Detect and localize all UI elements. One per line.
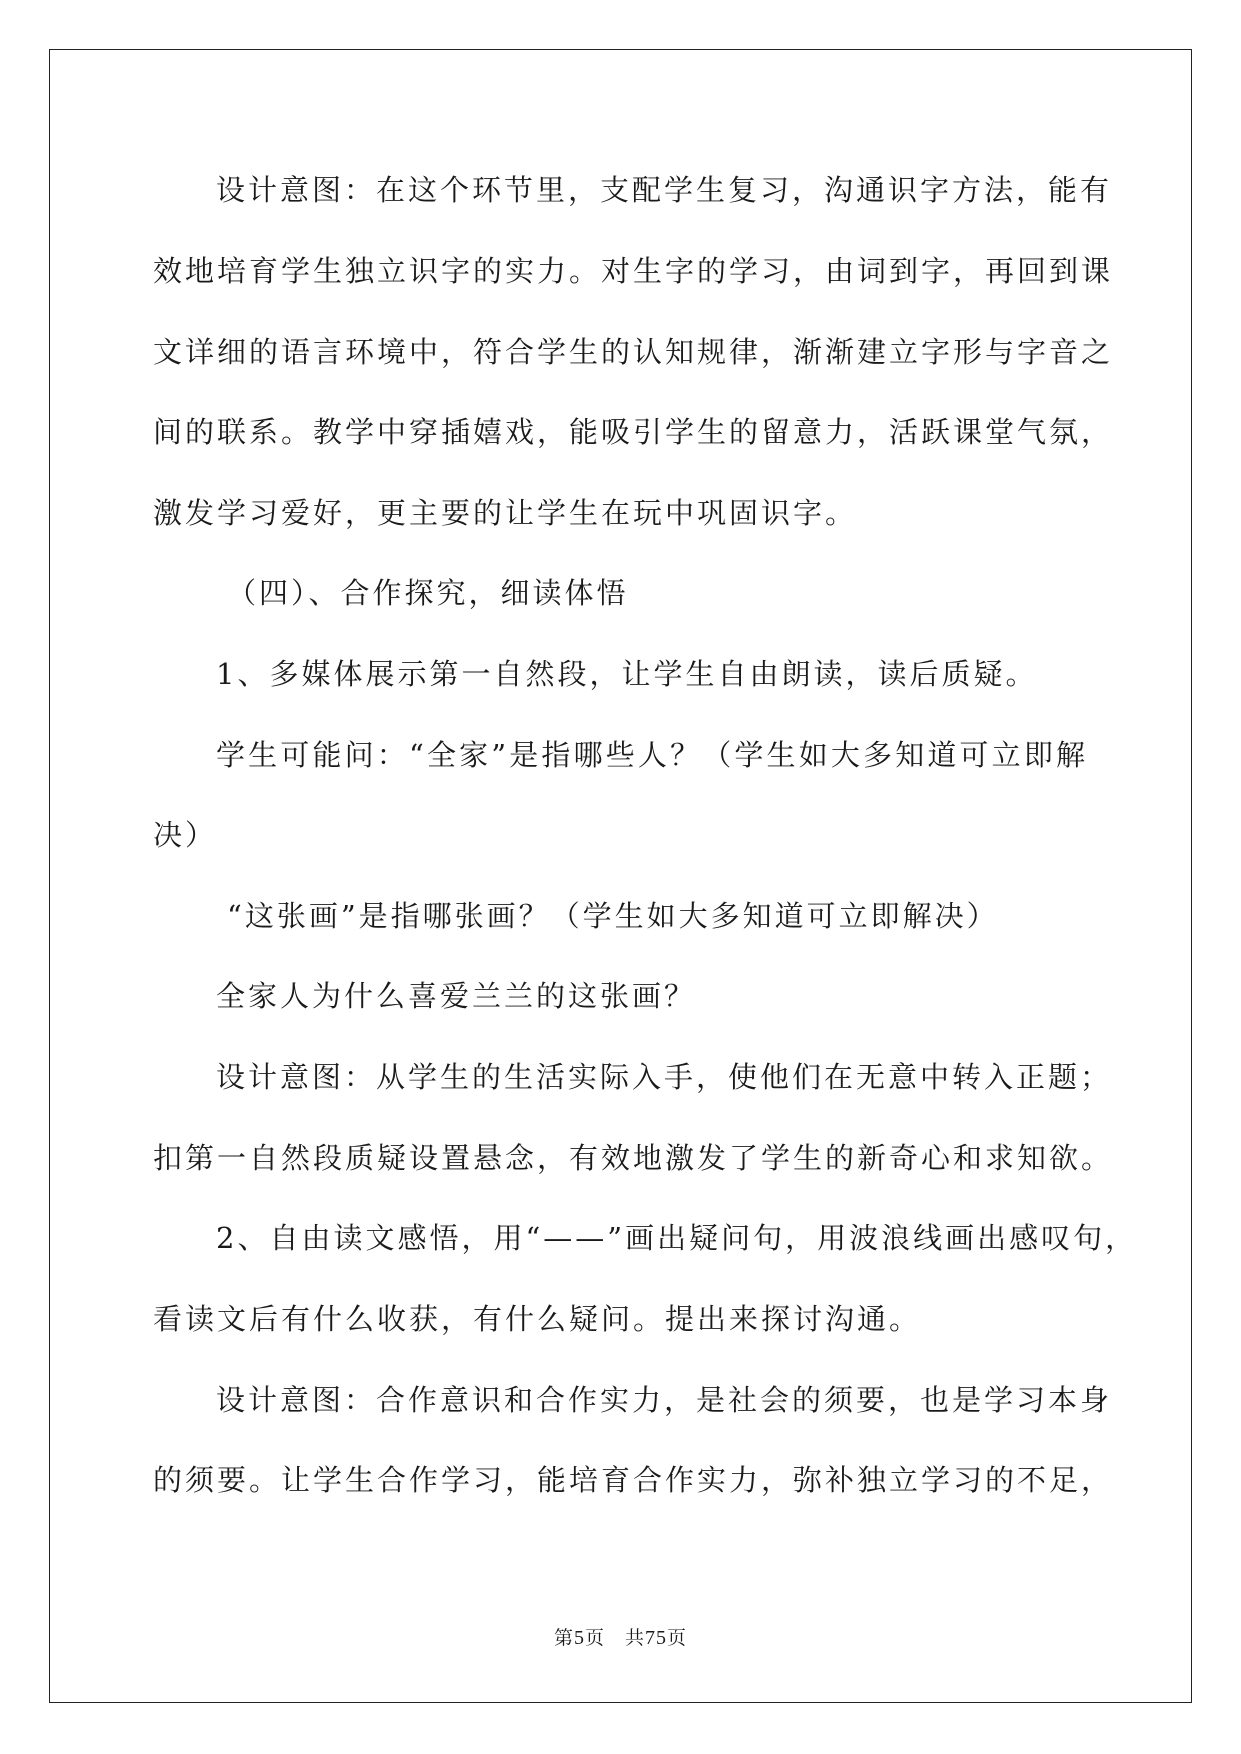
paragraph-line: 设计意图：从学生的生活实际入手，使他们在无意中转入正题； bbox=[216, 1060, 1113, 1094]
paragraph-line: 2、自由读文感悟，用“——”画出疑问句，用波浪线画出感叹句， bbox=[216, 1221, 1138, 1255]
footer-suffix: 页 bbox=[667, 1627, 688, 1649]
paragraph-line: 文详细的语言环境中，符合学生的认知规律，渐渐建立字形与字音之 bbox=[153, 335, 1114, 369]
footer-total-pages: 75 bbox=[645, 1627, 667, 1649]
footer-middle: 页 共 bbox=[584, 1627, 645, 1649]
paragraph-line: “这张画”是指哪张画？（学生如大多知道可立即解决） bbox=[227, 899, 999, 933]
paragraph-line: 设计意图：在这个环节里，支配学生复习，沟通识字方法，能有 bbox=[216, 173, 1113, 207]
paragraph-line: 全家人为什么喜爱兰兰的这张画？ bbox=[216, 979, 697, 1013]
paragraph-line: 扣第一自然段质疑设置悬念，有效地激发了学生的新奇心和求知欲。 bbox=[153, 1141, 1114, 1175]
paragraph-line: 设计意图：合作意识和合作实力，是社会的须要，也是学习本身 bbox=[216, 1383, 1113, 1417]
paragraph-line: 的须要。让学生合作学习，能培育合作实力，弥补独立学习的不足， bbox=[153, 1463, 1114, 1497]
paragraph-line: 1、多媒体展示第一自然段，让学生自由朗读，读后质疑。 bbox=[216, 657, 1038, 691]
footer-page-number: 5 bbox=[573, 1627, 585, 1649]
paragraph-line: 看读文后有什么收获，有什么疑问。提出来探讨沟通。 bbox=[153, 1302, 922, 1336]
paragraph-line: 学生可能问：“全家”是指哪些人？（学生如大多知道可立即解 bbox=[216, 738, 1088, 772]
paragraph-line: 间的联系。教学中穿插嬉戏，能吸引学生的留意力，活跃课堂气氛， bbox=[153, 415, 1114, 449]
paragraph-line: 决） bbox=[153, 818, 218, 852]
paragraph-line: 效地培育学生独立识字的实力。对生字的学习，由词到字，再回到课 bbox=[153, 254, 1114, 288]
section-heading: （四）、合作探究，细读体悟 bbox=[227, 576, 629, 610]
footer-prefix: 第 bbox=[553, 1627, 574, 1649]
paragraph-line: 激发学习爱好，更主要的让学生在玩中巩固识字。 bbox=[153, 496, 858, 530]
page-footer bbox=[0, 1626, 1241, 1650]
